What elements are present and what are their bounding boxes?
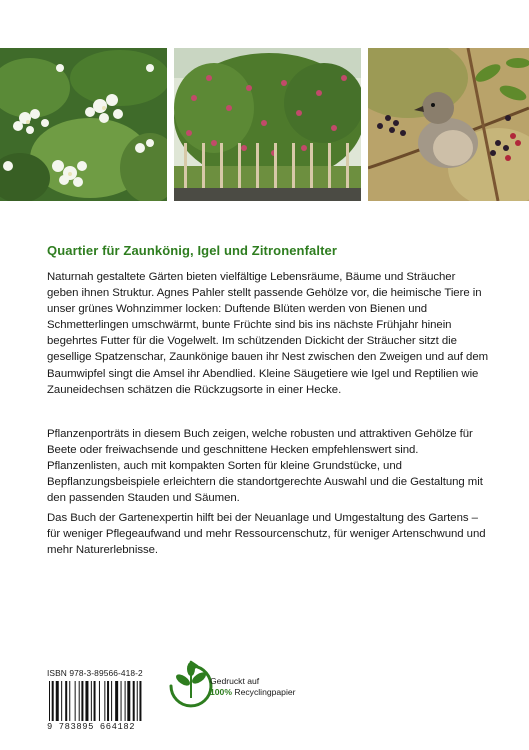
barcode-bar	[99, 681, 100, 721]
barcode-bar	[69, 681, 70, 721]
barcode-bar	[56, 681, 59, 721]
barcode-bar	[85, 681, 88, 721]
blurb-paragraph-2: Pflanzenporträts in diesem Buch zeigen, welche robusten und attraktiven Gehölze für Beete oder freiwachsende und geschnittene Hecken empfehlenswert sind. Pflanzenlisten, auch mit kompakten Sorten für kleine Grundstücke, und Bepflanzungsbeispiele erleichtern die standortgerechte Auswahl und die Gestaltung mit den passenden Stauden und Säumen.	[47, 428, 483, 505]
recycling-line-1: Gedruckt auf	[210, 676, 260, 686]
barcode-bar	[79, 681, 80, 721]
blurb-paragraph-3: Das Buch der Gartenexpertin hilft bei der Neuanlage und Umgestaltung des Gartens – für weniger Pflegeaufwand und mehr Ressourcenschutz, für weniger Artenschwund und mehr Naturerlebnisse.	[47, 512, 486, 557]
barcode-block	[47, 668, 175, 732]
recycling-percent: 100%	[210, 687, 232, 697]
barcode-digits: 9 783895 664182	[47, 722, 136, 732]
barcode-bar	[111, 681, 112, 721]
recycling-paper-label: Recyclingpapier	[231, 687, 296, 697]
barcode-bar	[137, 681, 138, 721]
barcode-bar	[61, 681, 62, 721]
barcode-bar	[75, 681, 76, 721]
photo-rose-hedge	[174, 48, 361, 201]
photo-viburnum-blossoms	[0, 48, 167, 201]
recycling-line-2	[210, 687, 296, 698]
barcode-bar	[49, 681, 50, 721]
barcode-bar	[125, 681, 126, 721]
barcode-bar	[52, 681, 54, 721]
blurb-paragraph-1: Naturnah gestaltete Gärten bieten vielfältige Lebensräume, Bäume und Sträucher geben ihnen Struktur. Agnes Pahler stellt passende Gehölze vor, die heimische Tiere in unser grünes Wohnzimmer locken: Duftende Blüten werden von Bienen und Schmetterlingen umschwärmt, bunte Früchte sind bis ins nächste Frühjahr hinein begehrtes Futter für die Vogelwelt. Im schützenden Dickicht der Sträucher sitzt die gesellige Spatzenschar, Zaunkönige bauen ihr Nest zwischen den Zweigen und auf dem Baumwipfel singt die Amsel ihr Abendlied. Kleine Säugetiere wie Igel und Reptilien wie Zauneidechsen schätzen die Rückzugsorte in einer Hecke.	[47, 271, 489, 396]
barcode-bar	[121, 681, 122, 721]
barcode-bar	[65, 681, 67, 721]
photo-sparrow-berries	[368, 48, 529, 201]
barcode-icon	[47, 681, 175, 721]
barcode-bar	[127, 681, 130, 721]
recycling-note	[210, 676, 296, 698]
barcode-bar	[104, 681, 105, 721]
back-cover-heading: Quartier für Zaunkönig, Igel und Zitronenfalter	[47, 243, 337, 258]
barcode-bar	[133, 681, 135, 721]
isbn-label: ISBN 978-3-89566-418-2	[47, 668, 143, 678]
barcode-bar	[81, 681, 83, 721]
barcode-bar	[115, 681, 118, 721]
barcode-bar	[107, 681, 109, 721]
barcode-bar	[91, 681, 92, 721]
barcode-bar	[94, 681, 96, 721]
photo-strip	[0, 48, 529, 201]
barcode-bar	[139, 681, 141, 721]
